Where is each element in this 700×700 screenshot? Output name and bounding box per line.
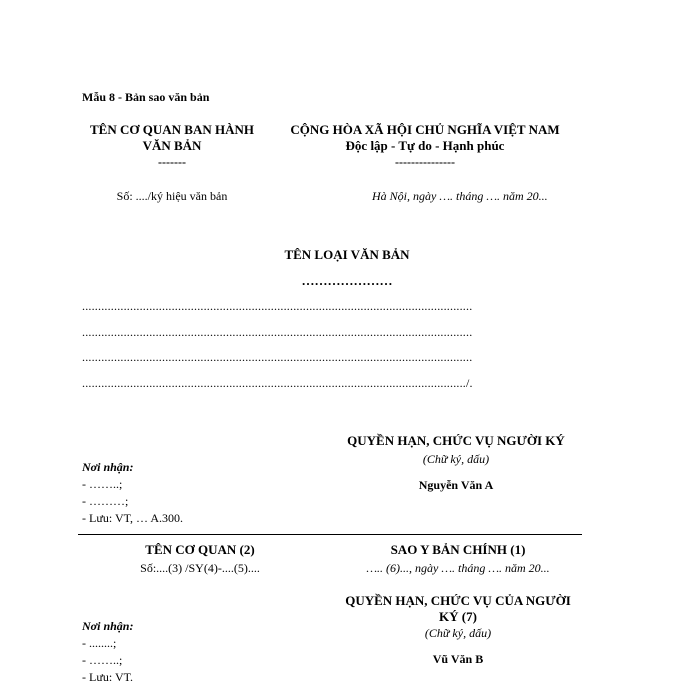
place-date: Hà Nội, ngày …. tháng …. năm 20... bbox=[372, 189, 548, 203]
recipient-item: - ……..; bbox=[82, 477, 123, 491]
form-label: Mẫu 8 - Bản sao văn bản bbox=[82, 90, 210, 104]
recipients-label: Nơi nhận: bbox=[82, 460, 134, 474]
signer-sign-note: (Chữ ký, dấu) bbox=[422, 452, 490, 466]
copy-recipients-label: Nơi nhận: bbox=[82, 619, 134, 633]
copy-authority-line1: QUYỀN HẠN, CHỨC VỤ CỦA NGƯỜI bbox=[345, 593, 571, 608]
copy-title: SAO Y BẢN CHÍNH (1) bbox=[390, 542, 526, 557]
copy-recipient-item: - Lưu: VT. bbox=[82, 670, 134, 684]
copy-number: Số:....(3) /SY(4)-....(5).... bbox=[140, 561, 260, 575]
recipient-item: - Lưu: VT, … A.300. bbox=[82, 511, 184, 525]
agency-underline: ------- bbox=[158, 155, 186, 169]
copy-signer-name: Vũ Văn B bbox=[432, 652, 484, 666]
copy-recipient-item: - ........; bbox=[82, 636, 117, 650]
nation-underline: --------------- bbox=[395, 155, 455, 169]
recipient-item: - ………; bbox=[82, 494, 129, 508]
signer-name: Nguyễn Văn A bbox=[418, 478, 494, 492]
nation-motto: Độc lập - Tự do - Hạnh phúc bbox=[345, 138, 505, 153]
body-line: .......................................................................................................................... bbox=[82, 325, 473, 339]
copy-sign-note: (Chữ ký, dấu) bbox=[424, 626, 492, 640]
section-divider bbox=[78, 534, 582, 535]
document-type-title: TÊN LOẠI VĂN BẢN bbox=[284, 247, 410, 262]
body-line: .......................................................................................................................... bbox=[82, 350, 473, 364]
signer-authority: QUYỀN HẠN, CHỨC VỤ NGƯỜI KÝ bbox=[347, 433, 565, 448]
agency-name-line1: TÊN CƠ QUAN BAN HÀNH bbox=[90, 122, 254, 137]
copy-authority-line2: KÝ (7) bbox=[439, 609, 477, 624]
copy-agency-name: TÊN CƠ QUAN (2) bbox=[145, 542, 255, 557]
nation-title: CỘNG HÒA XÃ HỘI CHỦ NGHĨA VIỆT NAM bbox=[290, 122, 560, 137]
body-line-last: ......................................................................................................................../. bbox=[82, 376, 473, 390]
document-type-subtitle: ………………… bbox=[301, 273, 393, 288]
body-line: .......................................................................................................................... bbox=[82, 299, 473, 313]
copy-recipient-item: - ……..; bbox=[82, 653, 123, 667]
copy-place-date: ….. (6)..., ngày …. tháng …. năm 20... bbox=[366, 561, 550, 575]
document-number: Số: ..../ký hiệu văn bản bbox=[116, 189, 228, 203]
agency-name-line2: VĂN BẢN bbox=[142, 138, 202, 153]
